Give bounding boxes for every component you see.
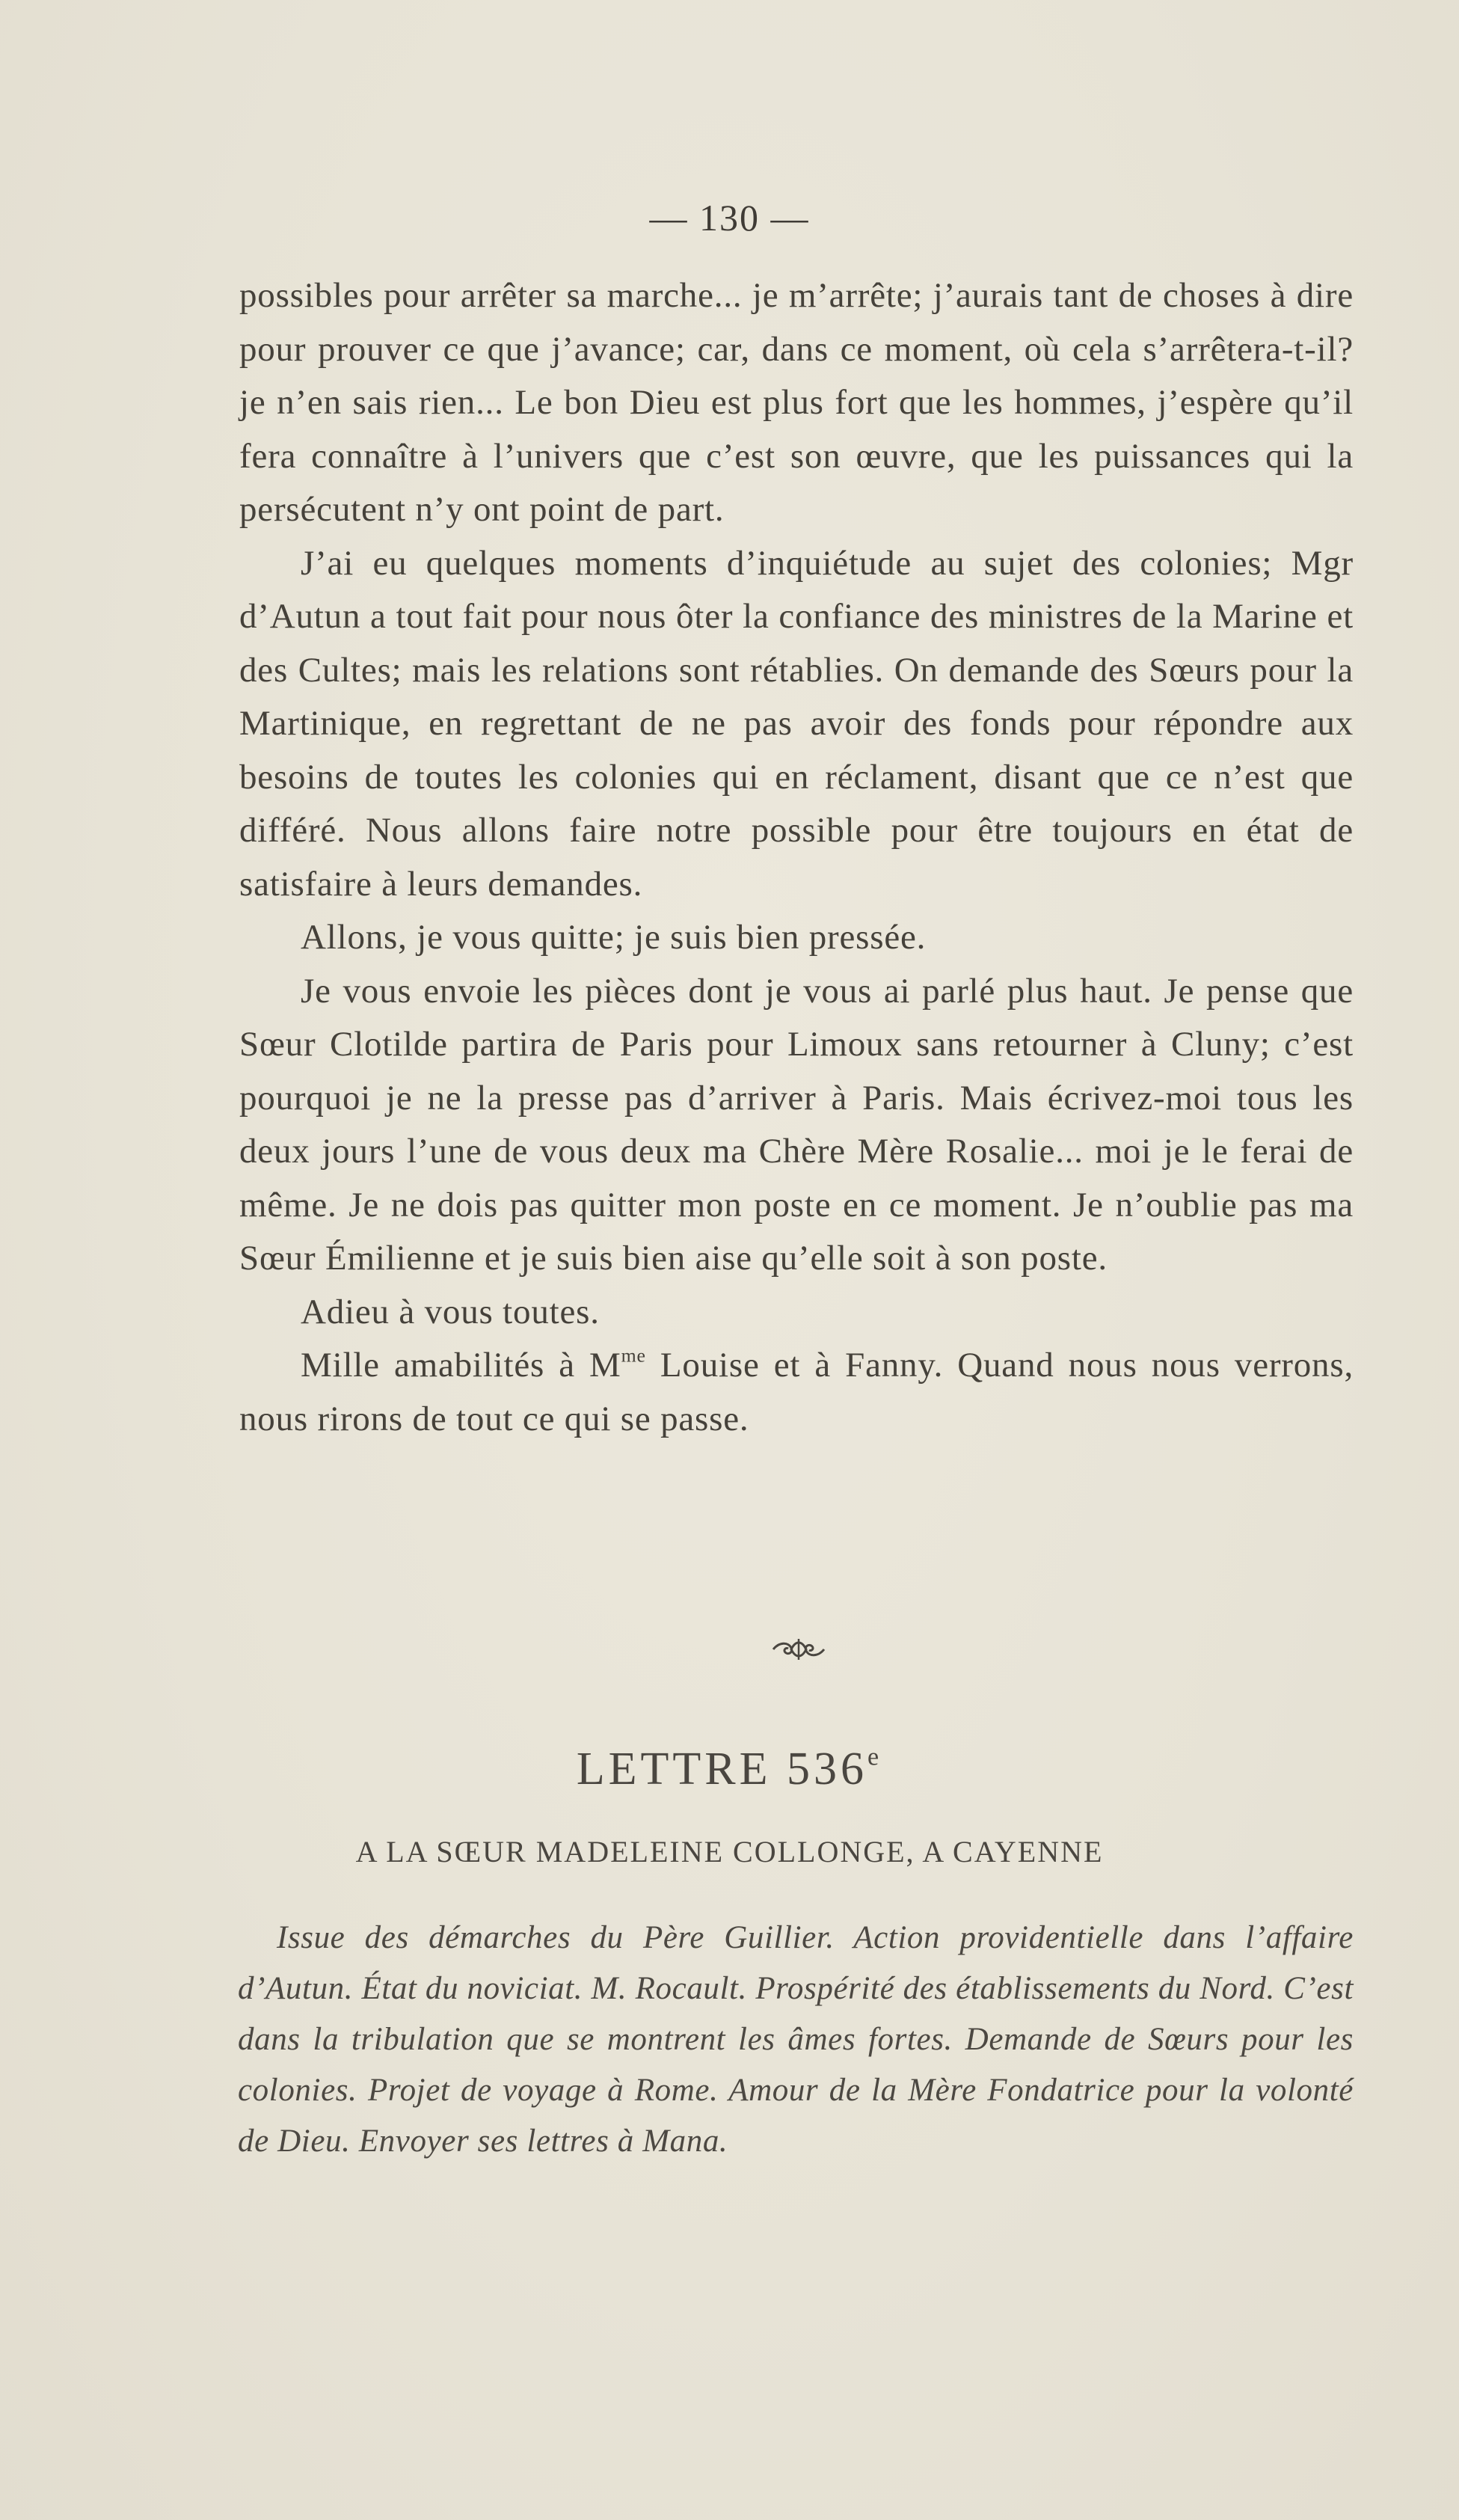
paragraph-adieu: Adieu à vous toutes. xyxy=(301,1292,600,1331)
summary-text: Issue des démarches du Père Guillier. Action providentielle dans l’affaire d’Autun. État du noviciat. M. Rocault. Prospérité des établissements du Nord. C’est dans la tribulation que se montrent les âmes fortes. Demande de Sœurs pour les colonies. Projet de voyage à Rome. Amour de la Mère Fondatrice pour la volonté de Dieu. Envoyer ses lettres à Mana. xyxy=(238,1920,1354,2159)
closing-text-start: Mille amabilités à M xyxy=(301,1346,621,1385)
fleuron-ornament-icon xyxy=(769,1634,829,1664)
page-number: — 130 — xyxy=(649,197,810,239)
letter-title-superscript: e xyxy=(867,1743,883,1771)
letter-title-text: LETTRE 536 xyxy=(576,1744,868,1794)
paragraph-continuation: possibles pour arrêter sa marche... je m’arrête; j’aurais tant de choses à dire pour prouver ce que j’avance; car, dans ce moment, où cela s’arrêtera-t-il? je n’en sais rien... Le bon Dieu est plus fort que les hommes, j’espère qu’il fera connaître à l’univers que c’est son œuvre, que les puissances qui la persécutent n’y ont point de part. xyxy=(239,276,1354,529)
letter-summary xyxy=(238,1913,1354,2167)
letter-body xyxy=(239,269,1354,1446)
letter-title xyxy=(0,1743,1459,1796)
paragraph-closing xyxy=(239,1339,1354,1446)
paragraph-colonies: J’ai eu quelques moments d’inquiétude au sujet des colonies; Mgr d’Autun a tout fait pour nous ôter la confiance des ministres de la Marine et des Cultes; mais les relations sont rétablies. On demande des Sœurs pour la Martinique, en regrettant de ne pas avoir des fonds pour répondre aux besoins de toutes les colonies qui en réclament, disant que ce n’est que différé. Nous allons faire notre possible pour être toujours en état de satisfaire à leurs demandes. xyxy=(239,543,1354,904)
closing-text-end: Louise et à Fanny. Quand nous nous verrons, nous rirons de tout ce qui se passe. xyxy=(239,1346,1354,1438)
closing-superscript: me xyxy=(621,1344,646,1367)
paragraph-farewell-note: Allons, je vous quitte; je suis bien pressée. xyxy=(301,918,927,957)
paragraph-documents: Je vous envoie les pièces dont je vous ai parlé plus haut. Je pense que Sœur Clotilde partira de Paris pour Limoux sans retourner à Cluny; c’est pourquoi je ne la presse pas d’arriver à Paris. Mais écrivez-moi tous les deux jours l’une de vous deux ma Chère Mère Rosalie... moi je le ferai de même. Je ne dois pas quitter mon poste en ce moment. Je n’oublie pas ma Sœur Émilienne et je suis bien aise qu’elle soit à son poste. xyxy=(239,971,1354,1278)
letter-addressee: A LA SŒUR MADELEINE COLLONGE, A CAYENNE xyxy=(355,1835,1104,1868)
